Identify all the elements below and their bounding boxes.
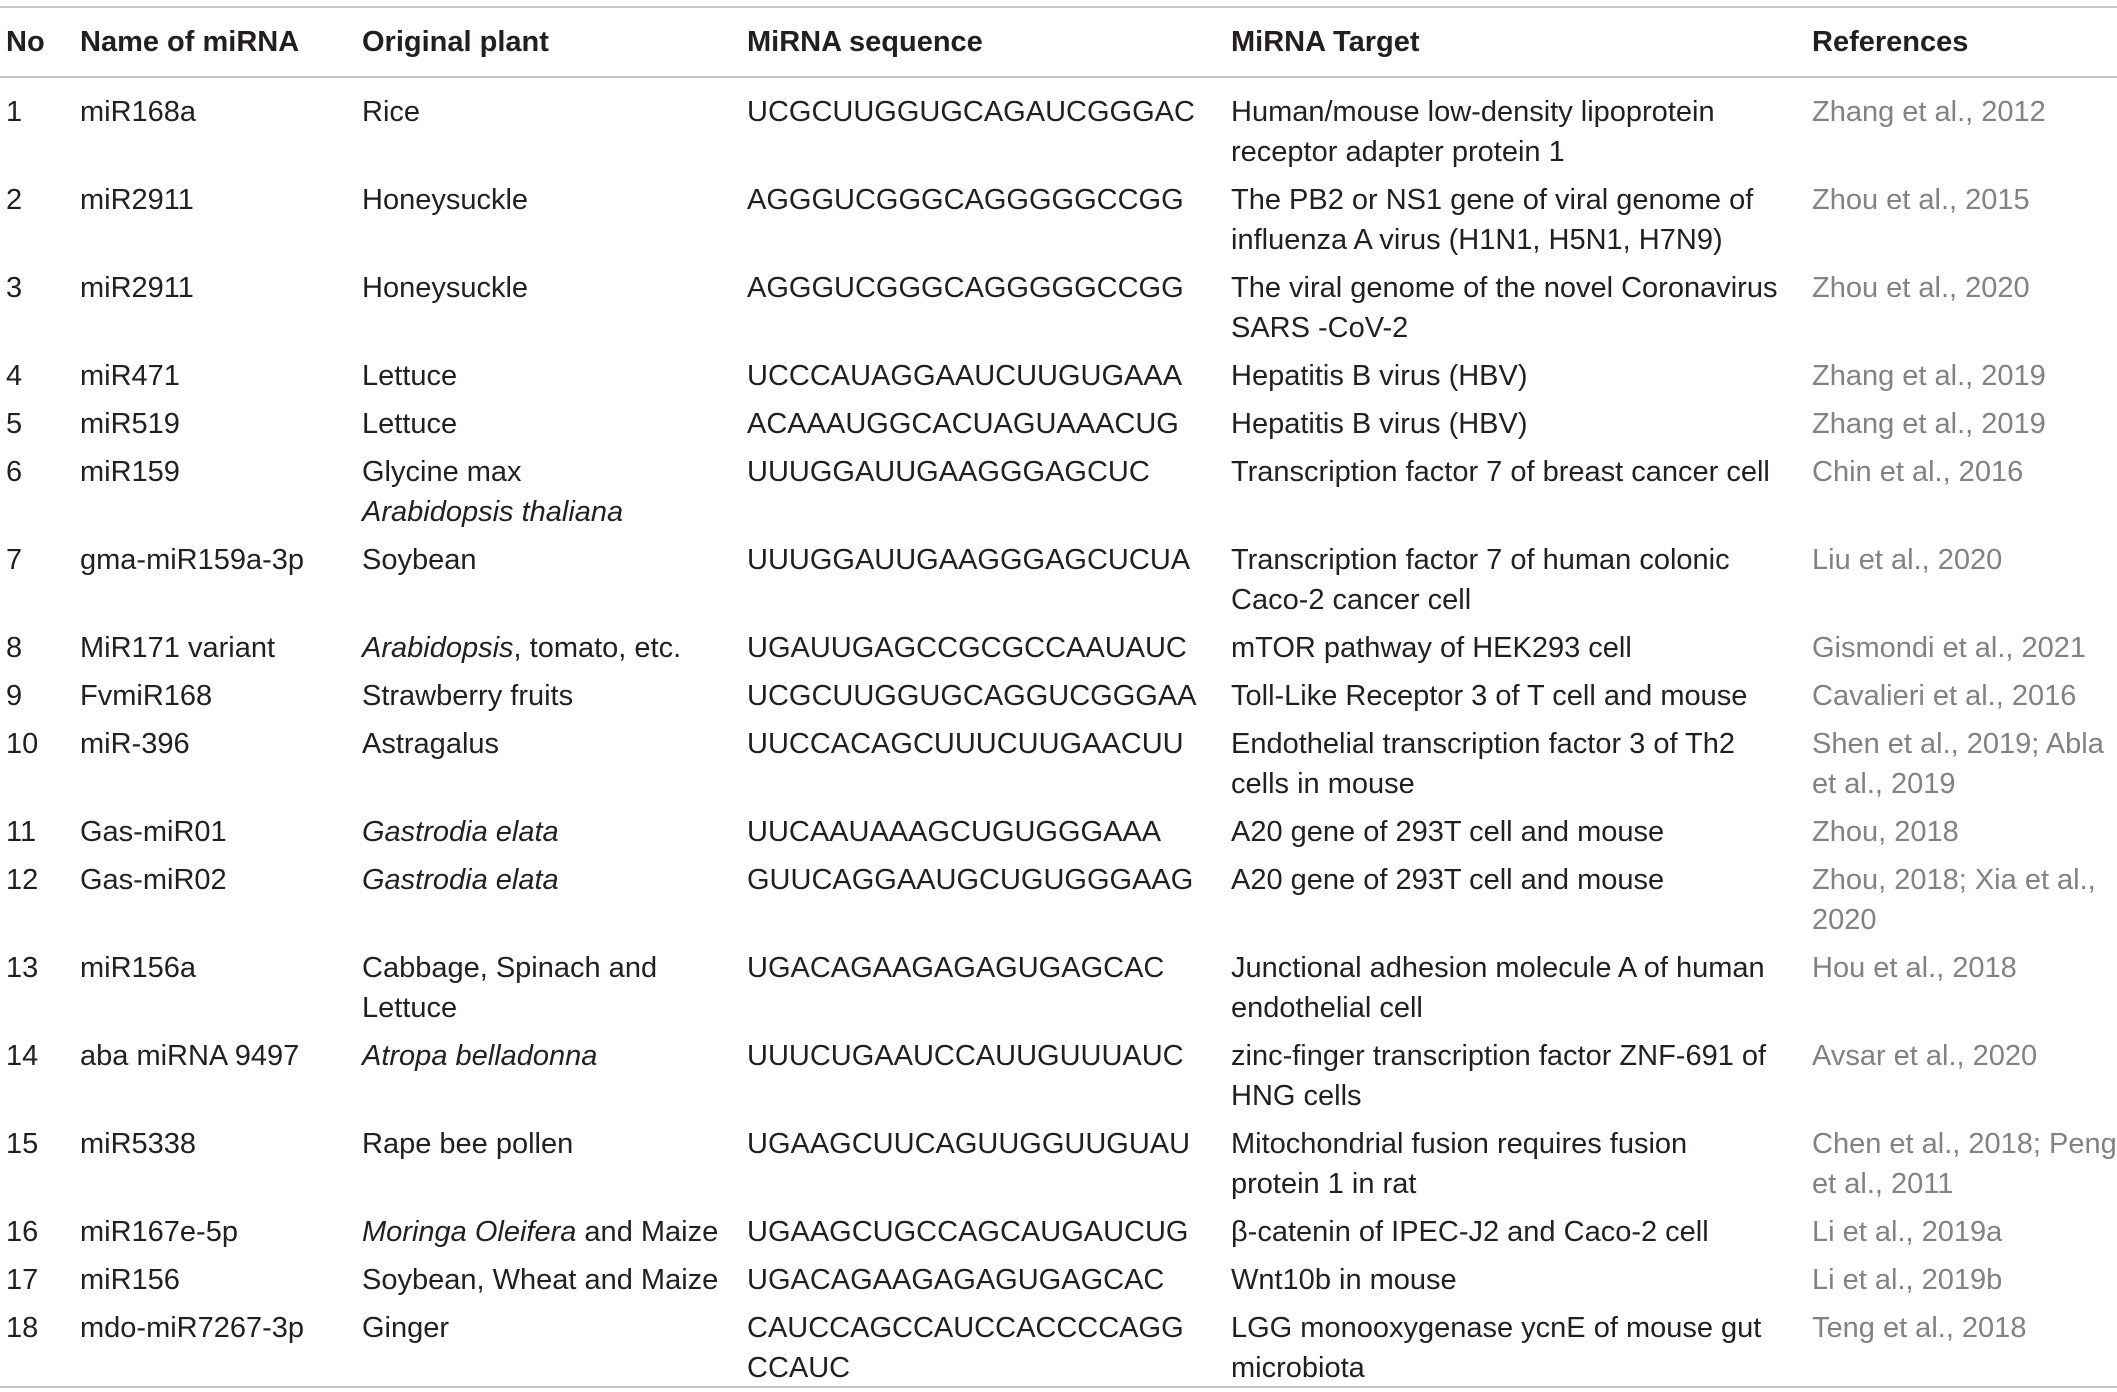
mirna-sequence [747, 268, 1184, 308]
mirna-sequence [747, 812, 1161, 852]
original-plant [362, 724, 499, 764]
mirna-target [1231, 1124, 1687, 1204]
mirna-sequence [747, 628, 1187, 668]
reference-line: et al., 2019 [1812, 768, 1956, 800]
reference [1812, 948, 2017, 988]
mirna-sequence-line: UGAAGCUGCCAGCAUGAUCUG [747, 1216, 1189, 1248]
row-number: 16 [6, 1216, 39, 1248]
mirna-target-line: influenza A virus (H1N1, H5N1, H7N9) [1231, 224, 1723, 256]
table-bottom-rule [0, 1386, 2117, 1388]
mirna-target-line: Hepatitis B virus (HBV) [1231, 408, 1528, 440]
reference [1812, 1212, 2002, 1252]
mirna-name: miR167e-5p [80, 1216, 238, 1248]
original-plant-line: Strawberry fruits [362, 680, 574, 712]
mirna-sequence-line: UGACAGAAGAGAGUGAGCAC [747, 952, 1165, 984]
original-plant [362, 356, 457, 396]
mirna-sequence-line: CAUCCAGCCAUCCACCCCAGG [747, 1312, 1184, 1344]
mirna-name: miR2911 [80, 272, 194, 304]
row-number: 4 [6, 360, 23, 392]
original-plant-line: Moringa Oleifera and Maize [362, 1216, 719, 1248]
row-number: 7 [6, 544, 23, 576]
mirna-sequence [747, 540, 1190, 580]
mirna-sequence-line: UGAAGCUUCAGUUGGUUGUAU [747, 1128, 1191, 1160]
mirna-sequence-line: AGGGUCGGGCAGGGGGCCGG [747, 272, 1184, 304]
table-header-row [0, 18, 2117, 66]
header-references: References [1812, 26, 1969, 58]
mirna-target-line: endothelial cell [1231, 992, 1423, 1024]
mirna-name: Gas-miR01 [80, 816, 227, 848]
mirna-sequence-line: UCCCAUAGGAAUCUUGUGAAA [747, 360, 1183, 392]
mirna-sequence-line: UUCCACAGCUUUCUUGAACUU [747, 728, 1184, 760]
mirna-target-line: microbiota [1231, 1352, 1365, 1384]
mirna-target [1231, 812, 1664, 852]
original-plant [362, 1308, 449, 1348]
original-plant [362, 948, 657, 1028]
row-number: 2 [6, 184, 23, 216]
original-plant-line: Arabidopsis thaliana [362, 496, 624, 528]
row-number: 1 [6, 96, 23, 128]
reference [1812, 676, 2076, 716]
original-plant [362, 1036, 597, 1076]
mirna-target [1231, 356, 1528, 396]
reference-line: Li et al., 2019b [1812, 1264, 2003, 1296]
mirna-name: gma-miR159a-3p [80, 544, 305, 576]
mirna-name: miR519 [80, 408, 180, 440]
reference-line: Hou et al., 2018 [1812, 952, 2017, 984]
original-plant [362, 268, 528, 308]
row-number: 8 [6, 632, 23, 664]
reference [1812, 724, 2104, 804]
mirna-sequence [747, 1260, 1164, 1300]
reference [1812, 812, 1959, 852]
original-plant-line: Arabidopsis, tomato, etc. [362, 632, 682, 664]
reference-line: Liu et al., 2020 [1812, 544, 2003, 576]
mirna-sequence [747, 92, 1195, 132]
table-top-rule [0, 6, 2117, 8]
mirna-name: mdo-miR7267-3p [80, 1312, 305, 1344]
mirna-target-line: Endothelial transcription factor 3 of Th2 [1231, 728, 1736, 760]
mirna-target [1231, 628, 1632, 668]
reference-line: Zhou et al., 2015 [1812, 184, 2030, 216]
reference [1812, 356, 2046, 396]
reference [1812, 540, 2002, 580]
mirna-target-line: Hepatitis B virus (HBV) [1231, 360, 1528, 392]
mirna-target-line: Caco-2 cancer cell [1231, 584, 1472, 616]
mirna-target-line: cells in mouse [1231, 768, 1415, 800]
original-plant [362, 1212, 718, 1252]
mirna-name: Gas-miR02 [80, 864, 227, 896]
reference [1812, 860, 2096, 940]
row-number: 10 [6, 728, 39, 760]
original-plant [362, 92, 420, 132]
mirna-target-line: Transcription factor 7 of breast cancer cell [1231, 456, 1770, 488]
mirna-target [1231, 268, 1777, 348]
mirna-target [1231, 860, 1664, 900]
original-plant-line: Lettuce [362, 992, 458, 1024]
reference-line: et al., 2011 [1812, 1168, 1954, 1200]
reference-line: Cavalieri et al., 2016 [1812, 680, 2077, 712]
mirna-target-line: Wnt10b in mouse [1231, 1264, 1457, 1296]
mirna-sequence-line: UUUCUGAAUCCAUUGUUUAUC [747, 1040, 1184, 1072]
original-plant-line: Gastrodia elata [362, 816, 559, 848]
original-plant [362, 676, 573, 716]
mirna-target-line: receptor adapter protein 1 [1231, 136, 1565, 168]
mirna-target [1231, 404, 1528, 444]
mirna-sequence-line: UCGCUUGGUGCAGAUCGGGAC [747, 96, 1195, 128]
reference-line: Avsar et al., 2020 [1812, 1040, 2038, 1072]
mirna-sequence [747, 676, 1197, 716]
mirna-name: miR2911 [80, 184, 194, 216]
mirna-name: MiR171 variant [80, 632, 276, 664]
mirna-target [1231, 1308, 1761, 1388]
original-plant-line: Atropa belladonna [362, 1040, 598, 1072]
mirna-target [1231, 540, 1730, 620]
reference-line: Zhang et al., 2012 [1812, 96, 2046, 128]
reference-line: Teng et al., 2018 [1812, 1312, 2027, 1344]
original-plant [362, 1260, 718, 1300]
row-number: 13 [6, 952, 39, 984]
reference [1812, 452, 2023, 492]
mirna-name: miR168a [80, 96, 197, 128]
mirna-target-line: Toll-Like Receptor 3 of T cell and mouse [1231, 680, 1748, 712]
reference [1812, 404, 2046, 444]
mirna-sequence-line: UGAUUGAGCCGCGCCAAUAUC [747, 632, 1187, 664]
mirna-target-line: A20 gene of 293T cell and mouse [1231, 864, 1665, 896]
original-plant-line: Rice [362, 96, 421, 128]
mirna-sequence [747, 724, 1184, 764]
mirna-name: miR156 [80, 1264, 180, 1296]
reference-line: Zhang et al., 2019 [1812, 408, 2046, 440]
original-plant [362, 812, 559, 852]
row-number: 17 [6, 1264, 39, 1296]
row-number: 11 [6, 816, 37, 848]
original-plant-line: Rape bee pollen [362, 1128, 574, 1160]
row-number: 12 [6, 864, 39, 896]
original-plant-line: Glycine max [362, 456, 522, 488]
mirna-name: FvmiR168 [80, 680, 213, 712]
original-plant-line: Ginger [362, 1312, 450, 1344]
mirna-sequence [747, 1212, 1189, 1252]
mirna-target-line: The PB2 or NS1 gene of viral genome of [1231, 184, 1754, 216]
mirna-sequence-line: UCGCUUGGUGCAGGUCGGGAA [747, 680, 1197, 712]
reference-line: Zhou, 2018 [1812, 816, 1959, 848]
original-plant-line: Honeysuckle [362, 184, 529, 216]
mirna-target-line: SARS -CoV-2 [1231, 312, 1409, 344]
mirna-target [1231, 1260, 1457, 1300]
reference [1812, 92, 2046, 132]
original-plant-line: Astragalus [362, 728, 500, 760]
mirna-name: miR-396 [80, 728, 190, 760]
original-plant [362, 860, 559, 900]
mirna-sequence-line: UUUGGAUUGAAGGGAGCUCUA [747, 544, 1191, 576]
mirna-target-line: HNG cells [1231, 1080, 1362, 1112]
mirna-target-line: Transcription factor 7 of human colonic [1231, 544, 1730, 576]
reference [1812, 1308, 2026, 1348]
mirna-target-line: LGG monooxygenase ycnE of mouse gut [1231, 1312, 1762, 1344]
mirna-target-line: The viral genome of the novel Coronavirus [1231, 272, 1778, 304]
header-rule [0, 76, 2117, 78]
mirna-sequence-line: ACAAAUGGCACUAGUAAACUG [747, 408, 1179, 440]
mirna-target-line: mTOR pathway of HEK293 cell [1231, 632, 1632, 664]
original-plant [362, 180, 528, 220]
original-plant [362, 404, 457, 444]
mirna-target [1231, 948, 1765, 1028]
mirna-sequence-line: UUCAAUAAAGCUGUGGGAAA [747, 816, 1162, 848]
original-plant [362, 628, 681, 668]
mirna-name: miR159 [80, 456, 180, 488]
reference [1812, 180, 2030, 220]
reference-line: Zhou et al., 2020 [1812, 272, 2030, 304]
original-plant-line: Lettuce [362, 408, 458, 440]
reference [1812, 628, 2086, 668]
mirna-target-line: zinc-finger transcription factor ZNF-691 of [1231, 1040, 1767, 1072]
header-plant: Original plant [362, 26, 549, 58]
original-plant-line: Soybean, Wheat and Maize [362, 1264, 719, 1296]
mirna-sequence [747, 452, 1150, 492]
row-number: 6 [6, 456, 23, 488]
original-plant-line: Soybean [362, 544, 477, 576]
mirna-sequence [747, 1124, 1190, 1164]
reference [1812, 1036, 2037, 1076]
reference-line: Li et al., 2019a [1812, 1216, 2003, 1248]
reference-line: Zhang et al., 2019 [1812, 360, 2046, 392]
reference-line: Shen et al., 2019; Abla [1812, 728, 2104, 760]
row-number: 5 [6, 408, 23, 440]
reference [1812, 1260, 2002, 1300]
reference-line: Gismondi et al., 2021 [1812, 632, 2087, 664]
mirna-target-line: Human/mouse low-density lipoprotein [1231, 96, 1715, 128]
mirna-target [1231, 676, 1747, 716]
mirna-sequence [747, 1036, 1184, 1076]
mirna-sequence [747, 404, 1179, 444]
original-plant-line: Cabbage, Spinach and [362, 952, 658, 984]
mirna-target-line: Junctional adhesion molecule A of human [1231, 952, 1765, 984]
mirna-sequence-line: UUUGGAUUGAAGGGAGCUC [747, 456, 1150, 488]
mirna-sequence [747, 948, 1164, 988]
row-number: 14 [6, 1040, 39, 1072]
mirna-sequence [747, 180, 1184, 220]
reference-line: 2020 [1812, 904, 1877, 936]
reference-line: Chin et al., 2016 [1812, 456, 2024, 488]
mirna-name: aba miRNA 9497 [80, 1040, 300, 1072]
mirna-target [1231, 92, 1715, 172]
row-number: 18 [6, 1312, 39, 1344]
mirna-sequence-line: CCAUC [747, 1352, 851, 1384]
mirna-sequence [747, 1308, 1184, 1388]
row-number: 3 [6, 272, 23, 304]
header-target: MiRNA Target [1231, 26, 1420, 58]
reference [1812, 1124, 2117, 1204]
mirna-sequence [747, 356, 1182, 396]
mirna-name: miR5338 [80, 1128, 197, 1160]
row-number: 15 [6, 1128, 39, 1160]
original-plant-line: Honeysuckle [362, 272, 529, 304]
mirna-sequence [747, 860, 1193, 900]
header-name: Name of miRNA [80, 26, 300, 58]
mirna-sequence-line: AGGGUCGGGCAGGGGGCCGG [747, 184, 1184, 216]
original-plant [362, 540, 477, 580]
original-plant-line: Lettuce [362, 360, 458, 392]
original-plant [362, 452, 623, 532]
row-number: 9 [6, 680, 23, 712]
mirna-target [1231, 1212, 1709, 1252]
header-no: No [6, 26, 45, 58]
mirna-target [1231, 1036, 1766, 1116]
mirna-name: miR471 [80, 360, 180, 392]
reference-line: Chen et al., 2018; Peng [1812, 1128, 2117, 1160]
mirna-target [1231, 180, 1753, 260]
header-sequence: MiRNA sequence [747, 26, 983, 58]
mirna-target-line: β-catenin of IPEC-J2 and Caco-2 cell [1231, 1216, 1709, 1248]
reference-line: Zhou, 2018; Xia et al., [1812, 864, 2096, 896]
mirna-target [1231, 452, 1770, 492]
mirna-target-line: Mitochondrial fusion requires fusion [1231, 1128, 1688, 1160]
original-plant [362, 1124, 573, 1164]
reference [1812, 268, 2030, 308]
mirna-sequence-line: GUUCAGGAAUGCUGUGGGAAG [747, 864, 1194, 896]
mirna-target [1231, 724, 1735, 804]
mirna-sequence-line: UGACAGAAGAGAGUGAGCAC [747, 1264, 1165, 1296]
mirna-target-line: protein 1 in rat [1231, 1168, 1417, 1200]
mirna-name: miR156a [80, 952, 197, 984]
mirna-target-line: A20 gene of 293T cell and mouse [1231, 816, 1665, 848]
original-plant-line: Gastrodia elata [362, 864, 559, 896]
